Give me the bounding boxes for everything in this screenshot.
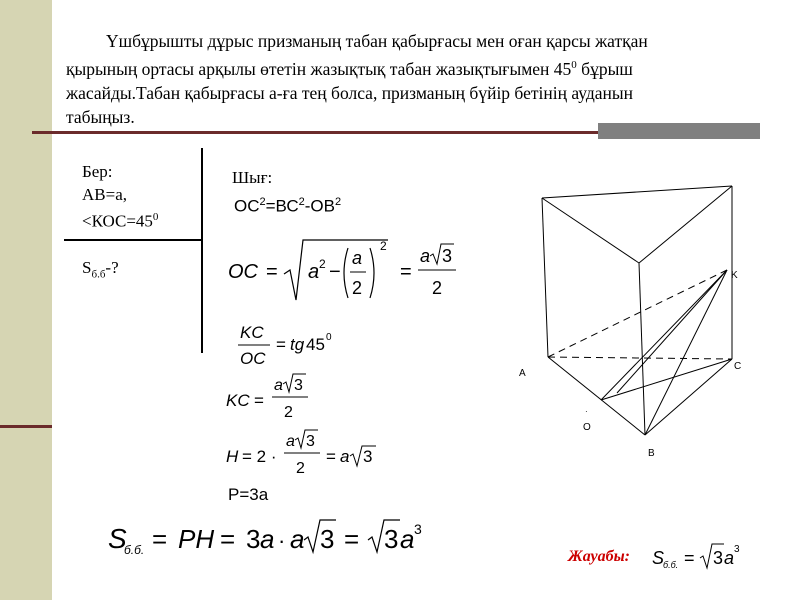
edge-top-right <box>639 186 732 263</box>
base-bc <box>645 359 732 435</box>
svg-text:=: = <box>326 447 336 466</box>
given-block <box>82 160 158 233</box>
eq1-bc: =ВС <box>265 196 299 216</box>
svg-text:a: a <box>260 524 275 554</box>
label-a: A <box>519 368 526 379</box>
answer-label: Жауабы: <box>568 548 630 565</box>
eq1-sq1: 2 <box>259 196 266 208</box>
svg-text:S: S <box>652 548 665 568</box>
eq1-sq2: 2 <box>298 196 305 208</box>
label-k: K <box>731 270 738 281</box>
given-angle-text: <КОС=45 <box>82 211 153 231</box>
svg-text:a: a <box>352 248 363 268</box>
svg-text:=: = <box>344 524 360 554</box>
answer-formula <box>652 538 762 574</box>
svg-text:=: = <box>152 524 168 554</box>
svg-text:OC: OC <box>228 261 258 283</box>
svg-text:a: a <box>420 246 431 266</box>
svg-text:2: 2 <box>432 278 443 298</box>
svg-text:2: 2 <box>319 257 326 271</box>
find-end: -? <box>105 258 119 277</box>
final-formula <box>108 512 428 562</box>
given-divider <box>64 239 202 241</box>
svg-text:=: = <box>684 548 695 568</box>
oc-formula <box>228 232 458 307</box>
svg-text:=: = <box>254 391 264 410</box>
tangent-formula <box>236 318 356 373</box>
line-ak-dashed <box>548 270 727 357</box>
svg-text:45: 45 <box>306 335 325 354</box>
degree-sup: 0 <box>571 59 577 71</box>
eq1-ob: -ОВ <box>304 196 335 216</box>
kc-formula <box>226 372 326 427</box>
svg-text:3: 3 <box>414 521 422 537</box>
solution-label: Шығ: <box>232 168 273 187</box>
problem-line-1: Үшбұрышты дұрыс призманың табан қабырғасы мен оған қарсы жатқан <box>106 31 648 51</box>
svg-text:a: a <box>286 433 295 450</box>
svg-text:3: 3 <box>363 447 373 466</box>
given-label: Бер: <box>82 162 113 181</box>
svg-text:3: 3 <box>246 524 261 554</box>
svg-text:−: − <box>329 261 341 283</box>
point-o-dot: · <box>585 407 588 416</box>
svg-text:3: 3 <box>384 524 399 554</box>
problem-line-2-end: бұрыш <box>576 58 633 79</box>
svg-text:3: 3 <box>713 548 724 568</box>
problem-line-4: табыңыз. <box>66 106 135 127</box>
svg-text:tg: tg <box>290 335 305 354</box>
base-ac-dashed <box>548 357 732 359</box>
find-sub: б.б <box>91 268 106 281</box>
problem-line-2: қырының ортасы арқылы өтетін жазықтық табан жазықтығымен 45 <box>66 58 572 79</box>
label-b: B <box>648 448 655 459</box>
sidebar-decoration <box>0 0 52 600</box>
find-block <box>82 258 119 280</box>
svg-text:a: a <box>290 524 305 554</box>
pythagoras-equation <box>234 196 341 217</box>
svg-text:= 2 ·: = 2 · <box>242 447 277 466</box>
given-angle-sup: 0 <box>152 211 159 223</box>
svg-text:H: H <box>226 447 239 466</box>
svg-text:3: 3 <box>320 524 335 554</box>
svg-text:=: = <box>276 335 286 354</box>
svg-text:a: a <box>308 261 320 283</box>
edge-top-left <box>542 186 732 198</box>
svg-text:3: 3 <box>306 433 315 450</box>
height-formula <box>226 428 386 483</box>
svg-text:2: 2 <box>296 460 305 477</box>
svg-text:=: = <box>400 261 412 283</box>
svg-text:a: a <box>274 377 283 394</box>
svg-text:3: 3 <box>442 246 453 266</box>
svg-text:OC: OC <box>240 349 266 368</box>
svg-text:2: 2 <box>284 404 293 421</box>
svg-text:б.б.: б.б. <box>124 543 145 557</box>
given-ab: АВ=а, <box>82 185 127 204</box>
svg-text:a: a <box>724 548 735 568</box>
svg-text:PH: PH <box>178 524 215 554</box>
eq1-oc: ОС <box>234 196 260 216</box>
svg-text:KC: KC <box>240 323 264 342</box>
perimeter-equation: Р=3а <box>228 485 269 504</box>
eq1-sq3: 2 <box>334 196 342 208</box>
line-kb <box>645 270 727 435</box>
svg-text:0: 0 <box>326 332 332 343</box>
svg-text:·: · <box>278 528 286 553</box>
svg-text:2: 2 <box>380 239 387 253</box>
problem-line-3: жасайды.Табан қабырғасы а-ға тең болса, призманың бүйір бетінің ауданын <box>66 82 634 103</box>
given-angle <box>82 206 158 233</box>
svg-text:б.б.: б.б. <box>663 560 679 570</box>
edge-b <box>639 263 645 435</box>
label-o: O <box>583 422 591 433</box>
sidebar-divider <box>0 425 52 428</box>
line-kc-mid <box>617 270 727 393</box>
edge-top-back <box>542 198 639 263</box>
svg-text:a: a <box>400 524 415 554</box>
base-ab <box>548 357 645 435</box>
svg-text:3: 3 <box>734 544 740 555</box>
find-s: S <box>82 258 92 277</box>
svg-text:KC: KC <box>226 391 250 410</box>
svg-text:=: = <box>220 524 236 554</box>
svg-text:=: = <box>266 261 278 283</box>
svg-text:a: a <box>340 447 350 466</box>
svg-text:3: 3 <box>294 377 303 394</box>
svg-text:S: S <box>108 523 127 554</box>
given-vertical-divider <box>201 148 203 353</box>
label-c: C <box>734 361 742 372</box>
edge-a <box>542 198 548 357</box>
prism-figure <box>513 182 762 472</box>
problem-statement <box>66 29 746 129</box>
svg-text:2: 2 <box>352 278 363 298</box>
